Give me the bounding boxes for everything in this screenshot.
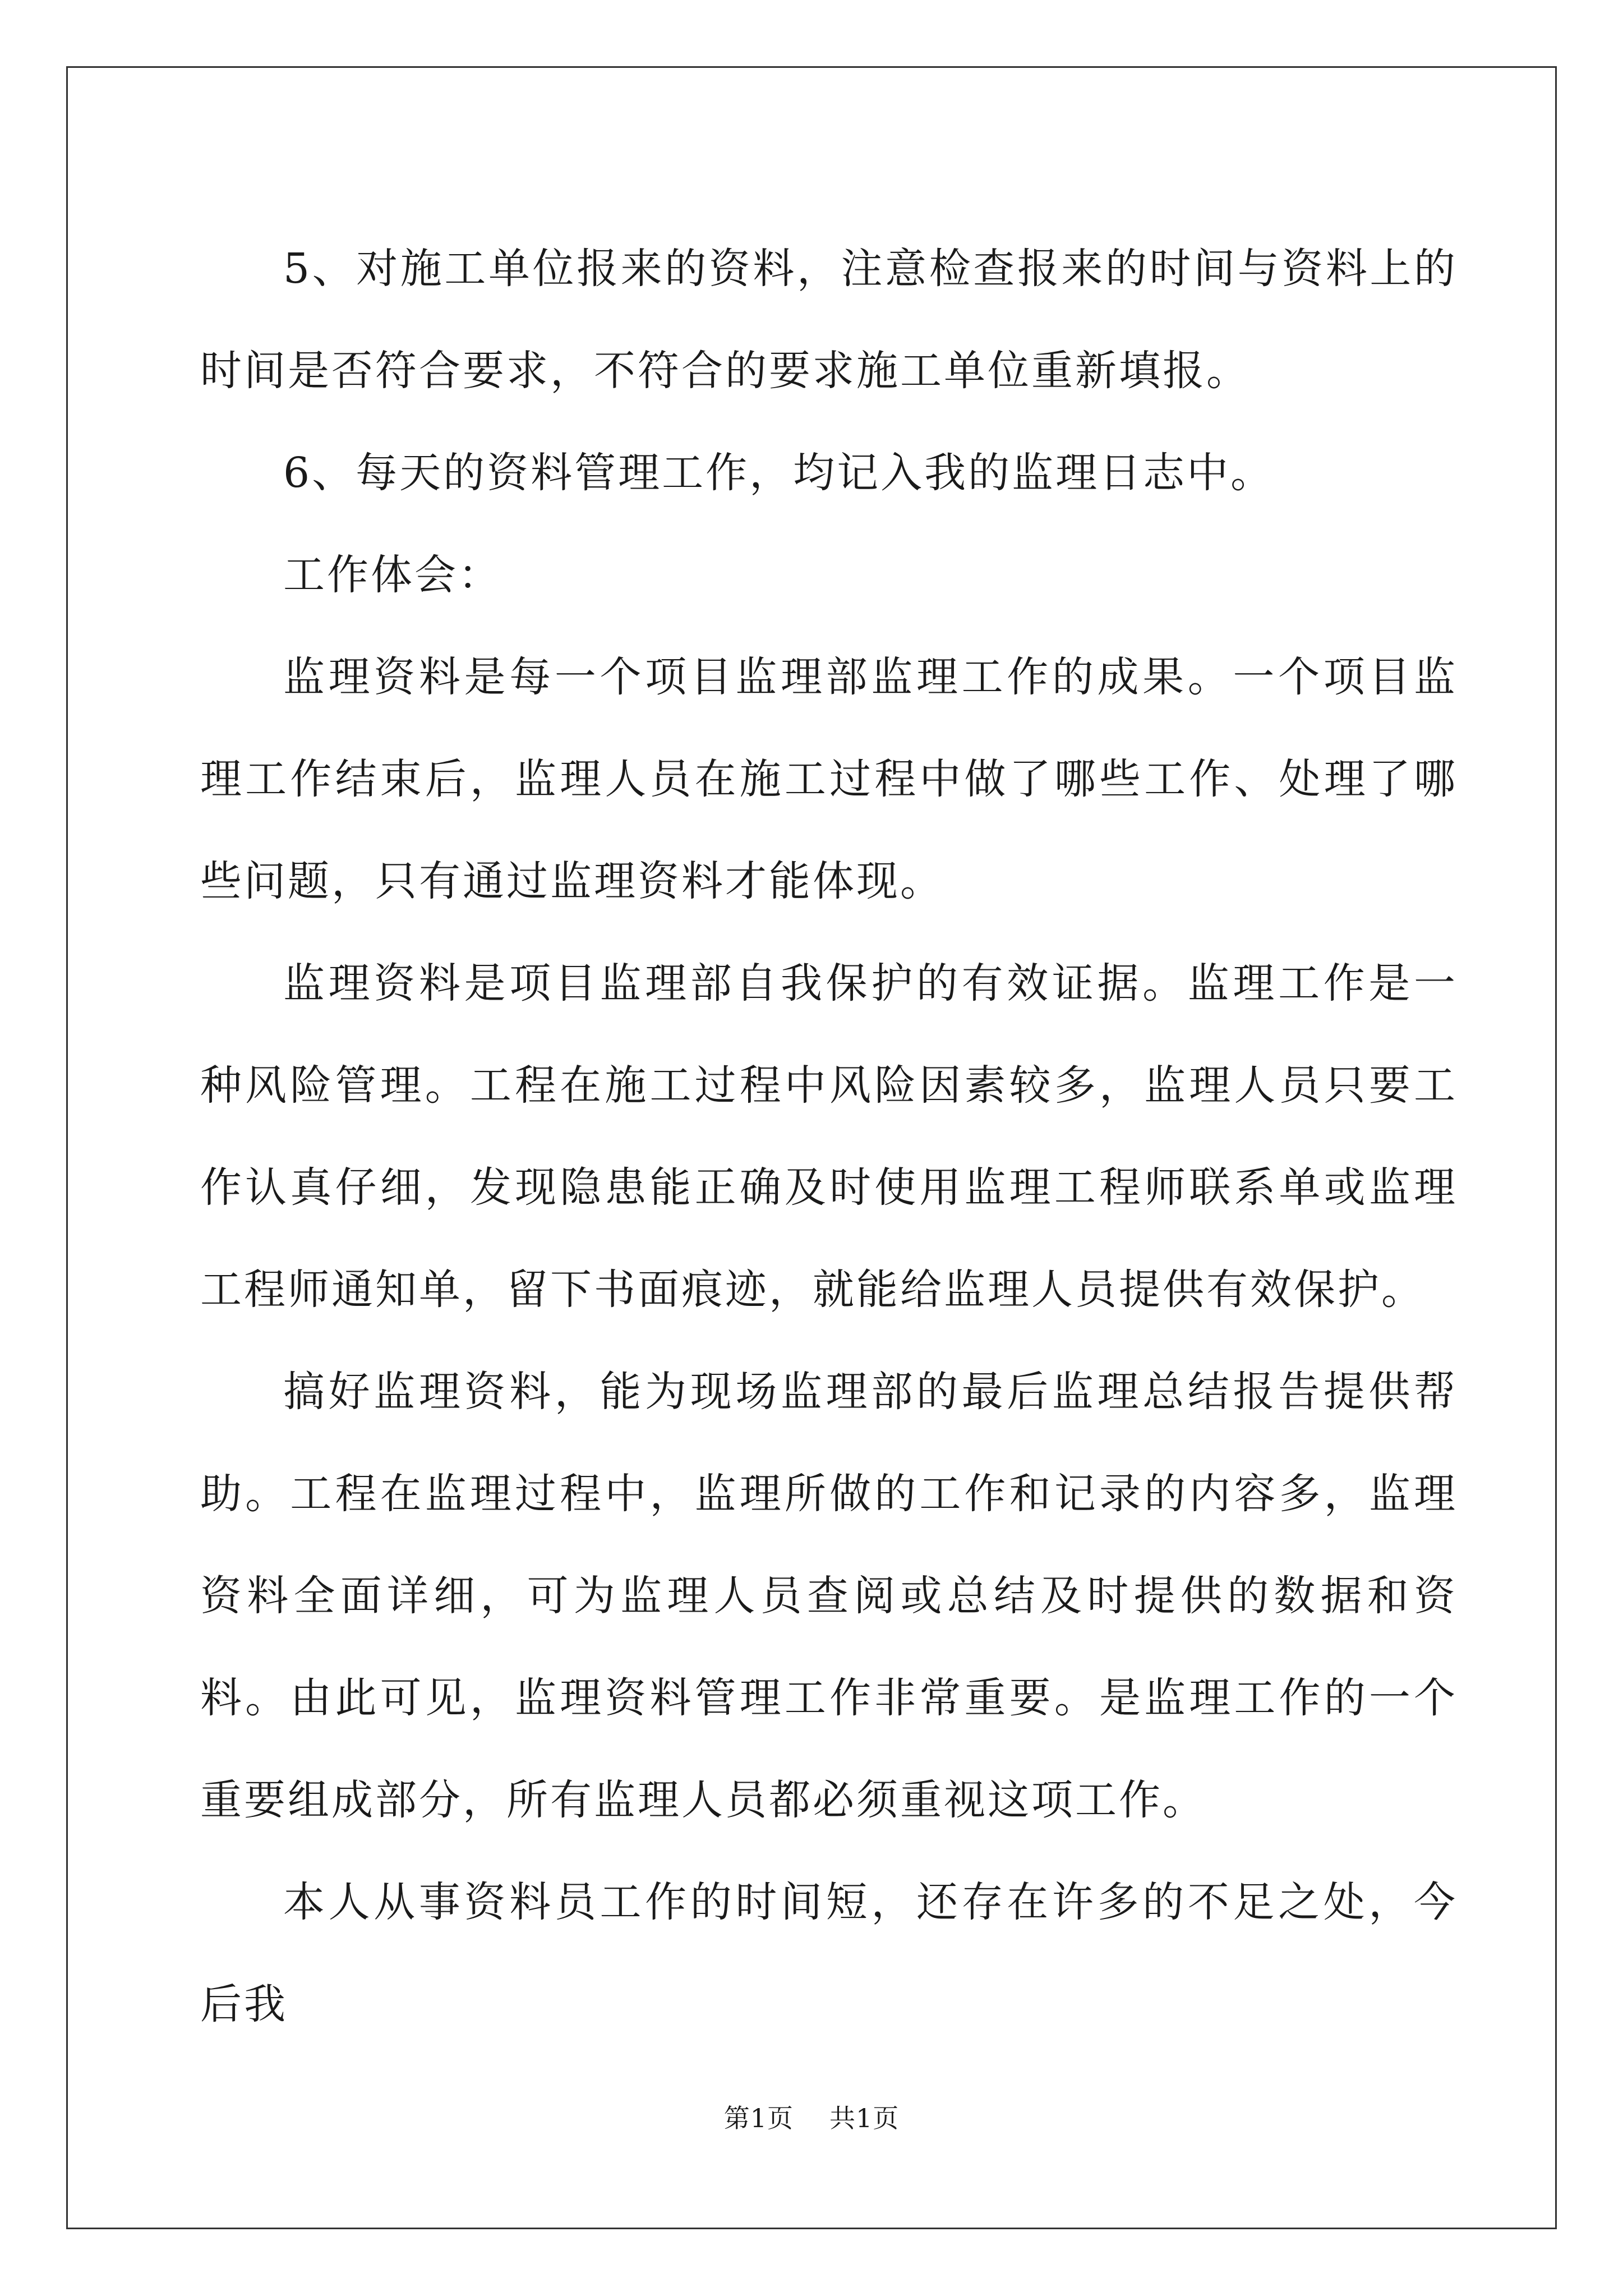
paragraph-body: 监理资料是项目监理部自我保护的有效证据。监理工作是一种风险管理。工程在施工过程中风险因素较多，监理人员只要工作认真仔细，发现隐患能正确及时使用监理工程师联系单或监理工程师通知单，留下书面痕迹，就能给监理人员提供有效保护。 bbox=[200, 959, 1458, 1314]
paragraph-item-6: 6、每天的资料管理工作，均记入我的监理日志中。 bbox=[283, 449, 1275, 497]
paragraph-body: 搞好监理资料，能为现场监理部的最后监理总结报告提供帮助。工程在监理过程中，监理所做的工作和记录的内容多，监理资料全面详细，可为监理人员查阅或总结及时提供的数据和资料。由此可见，监理资料管理工作非常重要。是监理工作的一个重要组成部分，所有监理人员都必须重视这项工作。 bbox=[200, 1368, 1458, 1824]
page-number: 第1页 bbox=[723, 2103, 794, 2133]
document-body bbox=[200, 218, 1458, 2055]
paragraph-body: 监理资料是每一个项目监理部监理工作的成果。一个项目监理工作结束后，监理人员在施工过程中做了哪些工作、处理了哪些问题，只有通过监理资料才能体现。 bbox=[200, 653, 1458, 905]
page-footer bbox=[0, 2101, 1623, 2135]
paragraph-item-5: 5、对施工单位报来的资料，注意检查报来的时间与资料上的时间是否符合要求，不符合的要求施工单位重新填报。 bbox=[200, 245, 1458, 395]
section-heading: 工作体会： bbox=[283, 551, 502, 599]
page-count: 共1页 bbox=[829, 2103, 900, 2133]
paragraph-body: 本人从事资料员工作的时间短，还存在许多的不足之处，今后我 bbox=[200, 1878, 1458, 2028]
